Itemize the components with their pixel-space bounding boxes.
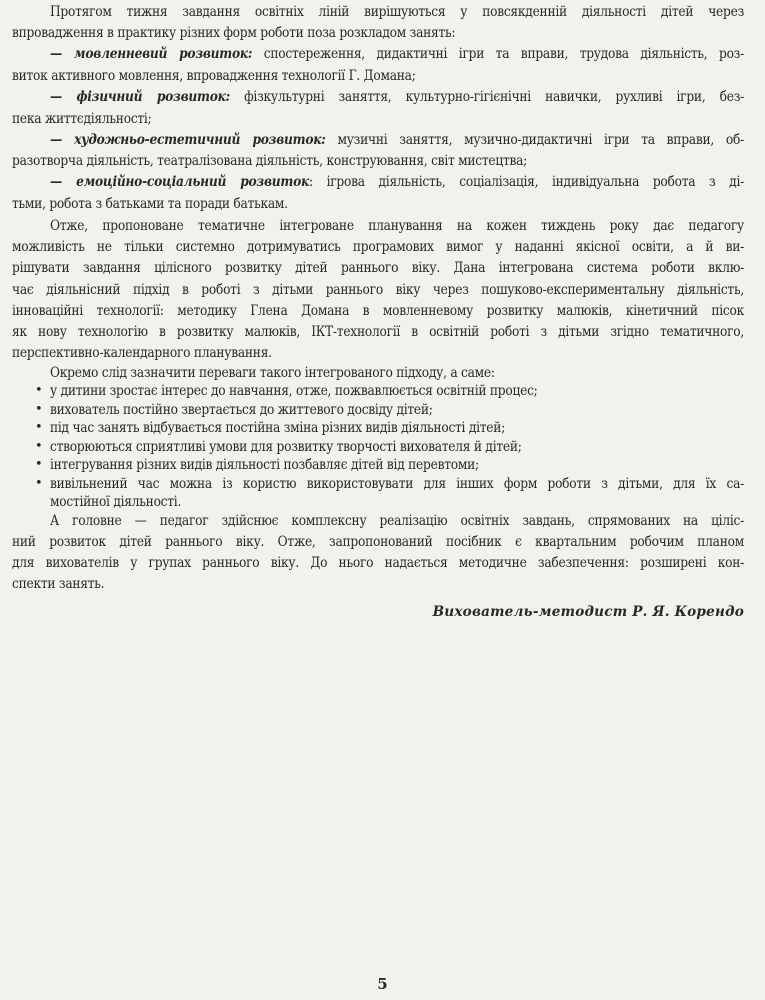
intro-paragraph-line: Протягом тижня завдання освітніх ліній вирішуються у повсякденній діяльності дітей через [50, 4, 744, 20]
bullet-icon: • [35, 439, 43, 454]
area-term: — художньо-естетичний розвиток: [50, 132, 326, 148]
paragraph-2-line: чає діяльнісний підхід в роботі з дітьми раннього віку через пошуково-експериментальну діяльність, [12, 282, 744, 298]
bullet-icon: • [35, 383, 43, 398]
paragraph-2-line: перспективно-календарного планування. [12, 345, 272, 361]
area-term: — емоційно-соціальний розвиток [50, 174, 310, 190]
bullet-icon: • [35, 420, 43, 435]
advantage-item: у дитини зростає інтерес до навчання, отже, пожвавлюється освітній процес; [50, 383, 538, 399]
intro-paragraph-line: впровадження в практику різних форм роботи поза розкладом занять: [12, 25, 456, 41]
advantage-item: вивільнений час можна із користю використовувати для інших форм роботи з дітьми, для їх са- [50, 476, 744, 492]
area-social-line: — емоційно-соціальний розвиток: ігрова діяльність, соціалізація, індивідуальна робота з ді- [50, 174, 744, 190]
page-number: 5 [377, 975, 388, 993]
paragraph-3-line: спекти занять. [12, 576, 105, 592]
paragraph-3-line: А головне — педагог здійснює комплексну реалізацію освітніх завдань, спрямованих на ціліс- [50, 513, 744, 529]
bullet-icon: • [35, 402, 43, 417]
bullet-icon: • [35, 476, 43, 491]
advantage-item: створюються сприятливі умови для розвитку творчості вихователя й дітей; [50, 439, 522, 455]
advantage-item: під час занять відбувається постійна зміна різних видів діяльності дітей; [50, 420, 506, 436]
paragraph-2-line: можливість не тільки системно дотримуватись програмових вимог у наданні якісної освіти, а й ви- [12, 239, 744, 255]
area-artistic-line: — художньо-естетичний розвиток: музичні заняття, музично-дидактичні ігри та вправи, об- [50, 132, 744, 148]
area-term: — фізичний розвиток: [50, 89, 230, 105]
paragraph-2-line: Отже, пропоноване тематичне інтегроване планування на кожен тиждень року дає педагогу [50, 218, 744, 234]
area-speech-line: виток активного мовлення, впровадження технології Г. Домана; [12, 68, 416, 84]
area-social-line: тьми, робота з батьками та поради батькам. [12, 196, 288, 212]
advantage-item: інтегрування різних видів діяльності позбавляє дітей від перевтоми; [50, 457, 479, 473]
bullet-icon: • [35, 457, 43, 472]
advantages-intro: Окремо слід зазначити переваги такого інтегрованого підходу, а саме: [50, 365, 495, 381]
advantage-item-cont: мостійної діяльності. [50, 494, 182, 510]
area-speech-line: — мовленневий розвиток: спостереження, дидактичні ігри та вправи, трудова діяльність, роз- [50, 46, 744, 62]
area-physical-line: — фізичний розвиток: фізкультурні заняття, культурно-гігієнічні навички, рухливі ігри, без- [50, 89, 744, 105]
paragraph-3-line: ний розвиток дітей раннього віку. Отже, запропонований посібник є квартальним робочим планом [12, 534, 744, 550]
area-artistic-line: разотворча діяльність, театралізована діяльність, конструювання, світ мистецтва; [12, 153, 528, 169]
paragraph-2-line: як нову технологію в розвитку малюків, ІКТ-технології в освітній роботі з дітьми згідно тематичного, [12, 324, 744, 340]
area-term: — мовленневий розвиток: [50, 46, 253, 62]
paragraph-2-line: рішувати завдання цілісного розвитку дітей раннього віку. Дана інтегрована система роботи вклю- [12, 260, 744, 276]
paragraph-3-line: для вихователів у групах раннього віку. До нього надається методичне забезпечення: розширені кон- [12, 555, 744, 571]
area-physical-line: пека життєдіяльності; [12, 111, 152, 127]
advantage-item: вихователь постійно звертається до життевого досвіду дітей; [50, 402, 433, 418]
signature: Вихователь-методист Р. Я. Корендо [432, 604, 744, 620]
paragraph-2-line: інноваційні технології: методику Глена Домана в мовленневому розвитку малюків, кінетичний пісок [12, 303, 744, 319]
